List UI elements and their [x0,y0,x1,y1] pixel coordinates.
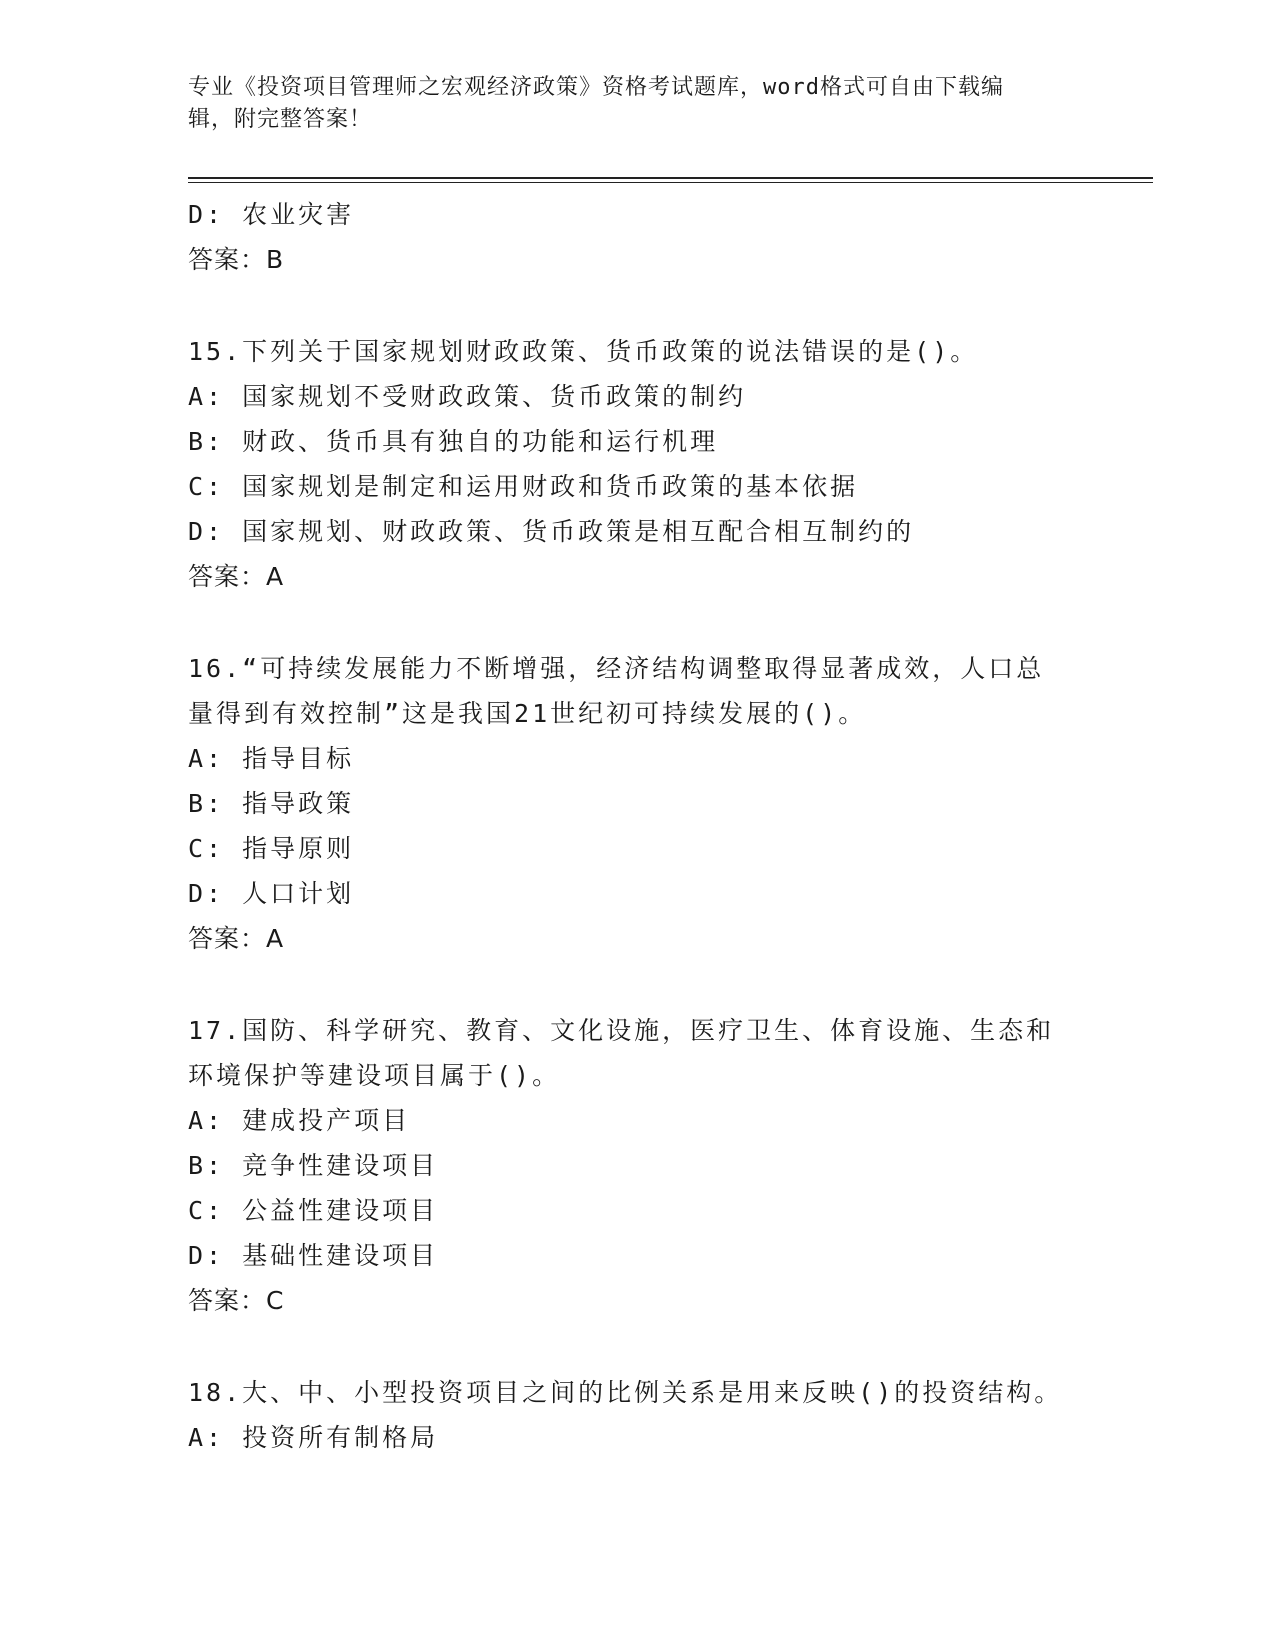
question-text: 15.下列关于国家规划财政政策、货币政策的说法错误的是()。 [188,337,979,366]
header-line-2: 辑，附完整答案！ [188,107,373,132]
question-block-q18 [188,1323,1088,1460]
option-a: A: 建成投产项目 [188,1106,411,1135]
option-c: C: 指导原则 [188,834,355,863]
option-a: A: 指导目标 [188,744,355,773]
spacer [188,282,1088,329]
question-block-prev [188,192,1088,282]
option-b: B: 竞争性建设项目 [188,1151,439,1180]
question-text: 17.国防、科学研究、教育、文化设施，医疗卫生、体育设施、生态和 [188,1016,1055,1045]
spacer [188,1323,1088,1370]
answer-label: 答案：C [188,1286,285,1315]
option-a: A: 投资所有制格局 [188,1423,439,1452]
header-rule-thin [188,182,1153,183]
question-text: 量得到有效控制”这是我国21世纪初可持续发展的()。 [188,699,867,728]
question-text: 16.“可持续发展能力不断增强，经济结构调整取得显著成效，人口总 [188,654,1045,683]
page-header [188,72,1068,136]
answer-label: 答案：B [188,245,285,274]
question-text: 18.大、中、小型投资项目之间的比例关系是用来反映()的投资结构。 [188,1378,1063,1407]
option-c: C: 公益性建设项目 [188,1196,439,1225]
question-list [188,192,1088,1460]
option-b: B: 指导政策 [188,789,355,818]
header-rule-thick [188,177,1153,179]
option-d: D: 基础性建设项目 [188,1241,439,1270]
option-a: A: 国家规划不受财政政策、货币政策的制约 [188,382,747,411]
option-b: B: 财政、货币具有独自的功能和运行机理 [188,427,719,456]
option-d: D: 农业灾害 [188,200,355,229]
question-block-q15 [188,282,1088,599]
answer-label: 答案：A [188,562,285,591]
answer-label: 答案：A [188,924,285,953]
option-d: D: 人口计划 [188,879,355,908]
spacer [188,961,1088,1008]
question-text: 环境保护等建设项目属于()。 [188,1061,561,1090]
spacer [188,599,1088,646]
header-line-1: 专业《投资项目管理师之宏观经济政策》资格考试题库，word格式可自由下载编 [188,75,1004,100]
option-c: C: 国家规划是制定和运用财政和货币政策的基本依据 [188,472,859,501]
question-block-q17 [188,961,1088,1323]
option-d: D: 国家规划、财政政策、货币政策是相互配合相互制约的 [188,517,915,546]
question-block-q16 [188,599,1088,961]
